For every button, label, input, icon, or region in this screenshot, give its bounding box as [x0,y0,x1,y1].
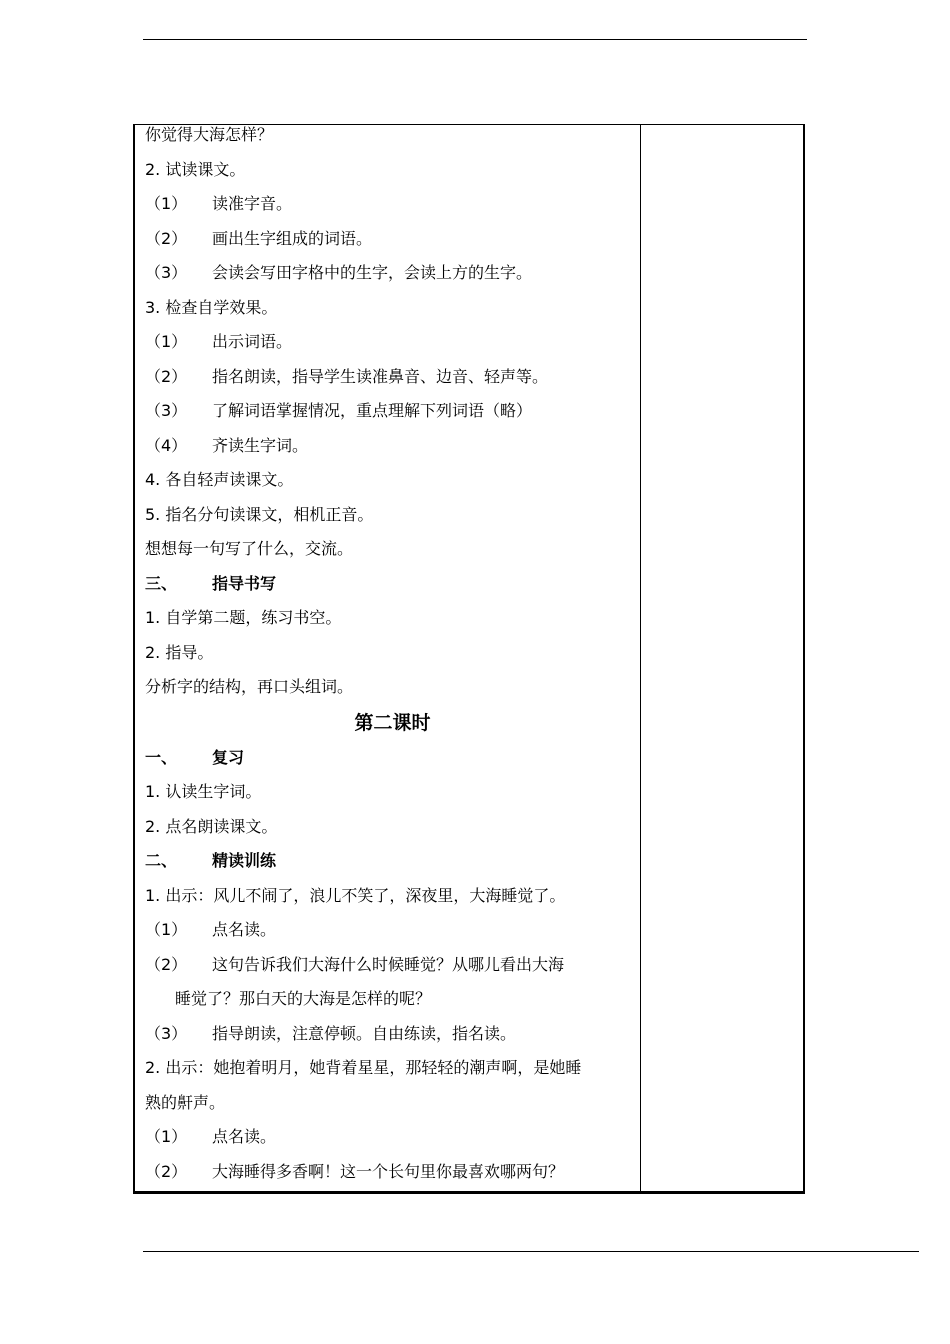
text-line [145,879,640,914]
line-text: 出示词语。 [212,332,293,351]
section-title [145,705,640,741]
text-line [145,222,640,257]
text-line [145,394,640,429]
item-marker: （2） [145,954,188,974]
line-text: 这句告诉我们大海什么时候睡觉？从哪儿看出大海 [212,954,565,974]
text-line [145,360,640,395]
line-text: 2. 点名朗读课文。 [145,816,278,836]
text-line [145,1155,640,1190]
line-text: 5. 指名分句读课文，相机正音。 [145,504,374,524]
item-marker: 二、 [145,851,178,870]
text-line [145,463,640,498]
text-line [145,810,640,845]
line-text: 1. 自学第二题，练习书空。 [145,608,342,627]
text-line [145,913,640,948]
line-text: 大海睡得多香啊！这一个长句里你最喜欢哪两句？ [212,1161,565,1181]
text-line [145,532,640,567]
line-text: 4. 各自轻声读课文。 [145,470,294,489]
text-line [145,256,640,291]
line-text: 睡觉了？那白天的大海是怎样的呢？ [175,989,432,1008]
line-text: 点名读。 [212,920,277,939]
text-line [145,429,640,464]
item-marker: （2） [145,1161,188,1181]
line-text: 你觉得大海怎样？ [145,125,274,144]
section-heading [145,844,640,879]
item-marker: （4） [145,435,188,455]
line-text: 指导书写 [212,573,277,593]
line-text: 了解词语掌握情况，重点理解下列词语（略） [212,401,533,420]
text-line [145,982,640,1017]
lesson-content [145,118,640,1189]
item-marker: （3） [145,401,188,420]
line-text: 会读会写田字格中的生字，会读上方的生字。 [212,263,533,282]
item-marker: 三、 [145,573,178,593]
line-text: 指名朗读，指导学生读准鼻音、边音、轻声等。 [212,366,549,386]
item-marker: （3） [145,263,188,282]
item-marker: 一、 [145,747,178,767]
line-text: 1. 认读生字词。 [145,782,262,801]
item-marker: （2） [145,366,188,386]
text-line [145,670,640,705]
section-heading [145,567,640,602]
item-marker: （1） [145,920,188,939]
line-text: 齐读生字词。 [212,435,309,455]
text-line [145,1120,640,1155]
text-line [145,636,640,671]
text-line [145,118,640,153]
line-text: 分析字的结构，再口头组词。 [145,677,354,696]
line-text: 想想每一句写了什么，交流。 [145,539,354,558]
column-divider [640,124,641,1194]
text-line [145,325,640,360]
line-text: 点名读。 [212,1127,277,1146]
footer-rule [143,1251,919,1252]
item-marker: （1） [145,332,188,351]
line-text: 2. 出示：她抱着明月，她背着星星，那轻轻的潮声啊，是她睡 [145,1058,582,1077]
text-line [145,291,640,326]
line-text: 复习 [212,747,245,767]
line-text: 2. 指导。 [145,642,214,662]
line-text: 第二课时 [354,711,431,734]
text-line [145,948,640,983]
line-text: 指导朗读，注意停顿。自由练读，指名读。 [212,1023,517,1043]
text-line [145,187,640,222]
text-line [145,1051,640,1086]
text-line [145,601,640,636]
line-text: 读准字音。 [212,194,293,213]
line-text: 画出生字组成的词语。 [212,228,373,248]
item-marker: （3） [145,1023,188,1043]
text-line [145,1086,640,1121]
text-line [145,1017,640,1052]
item-marker: （1） [145,194,188,213]
text-line [145,498,640,533]
header-rule [143,39,807,40]
section-heading [145,741,640,776]
line-text: 2. 试读课文。 [145,159,246,179]
line-text: 3. 检查自学效果。 [145,297,278,317]
line-text: 精读训练 [212,851,277,870]
line-text: 1. 出示：风儿不闹了，浪儿不笑了，深夜里，大海睡觉了。 [145,885,566,905]
text-line [145,775,640,810]
item-marker: （1） [145,1127,188,1146]
item-marker: （2） [145,228,188,248]
line-text: 熟的鼾声。 [145,1092,226,1112]
text-line [145,153,640,188]
